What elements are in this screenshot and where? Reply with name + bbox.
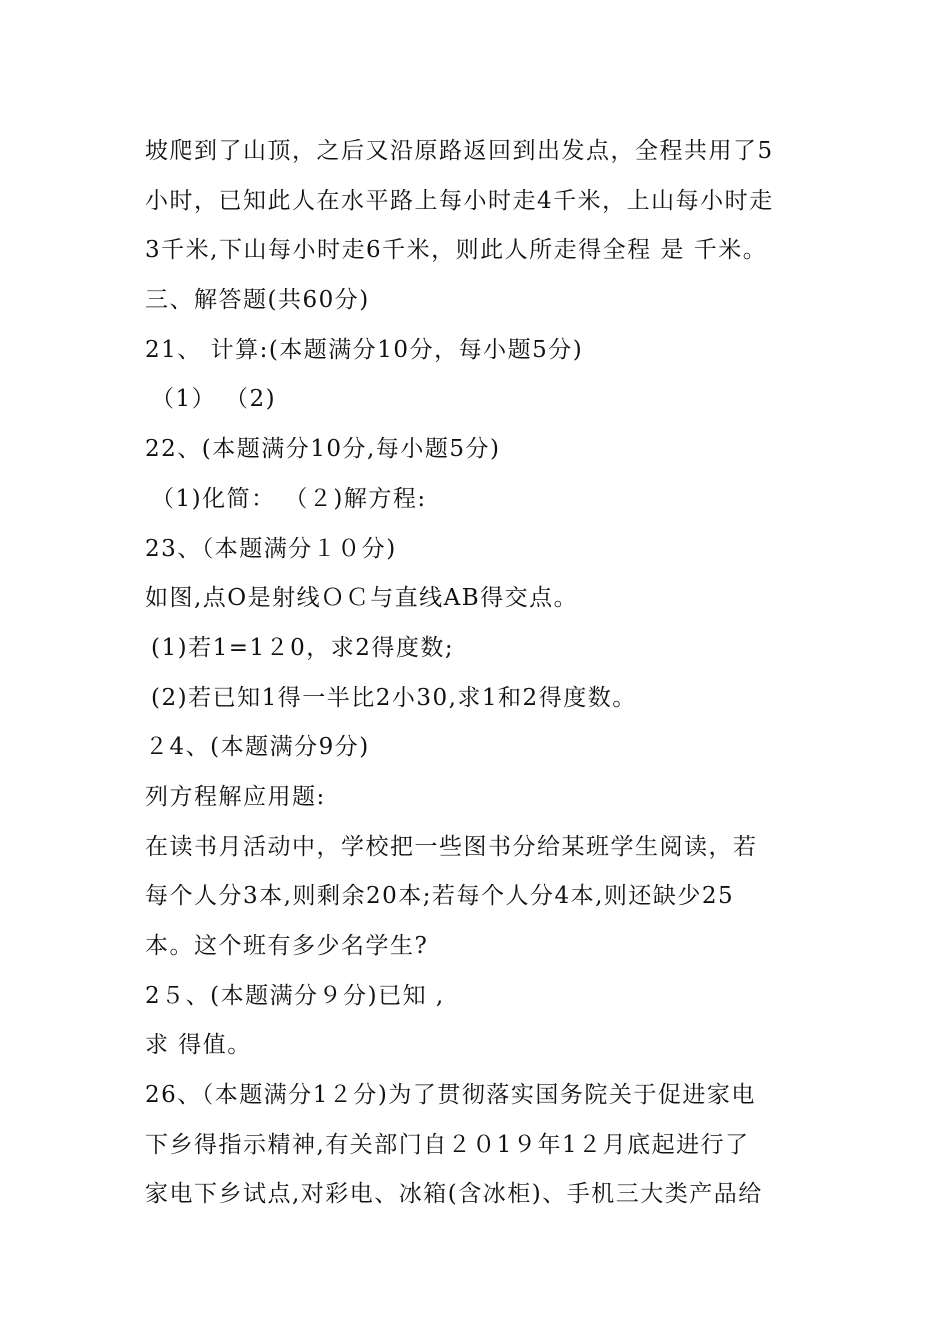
question-21-parts: （1） （2): [151, 386, 277, 413]
question-24-text-3: 本。这个班有多少名学生?: [145, 933, 429, 959]
question-26-text-1: 下乡得指示精神,有关部门自２０1９年1２月底起进行了: [145, 1131, 750, 1158]
question-26-text-2: 家电下乡试点,对彩电、冰箱(含冰柜)、手机三大类产品给: [145, 1181, 763, 1208]
question-23-part-1: (1)若1=1２0，求2得度数;: [151, 634, 455, 661]
question-21-heading: 21、 计算:(本题满分10分，每小题5分): [145, 336, 584, 363]
question-25-heading: 2５、(本题满分９分)已知 ,: [145, 982, 445, 1009]
section-heading: 三、解答题(共60分): [145, 287, 370, 314]
question-24-text-2: 每个人分3本,则剩余20本;若每个人分4本,则还缺少25: [145, 883, 735, 910]
question-24-text-1: 在读书月活动中，学校把一些图书分给某班学生阅读，若: [145, 833, 758, 860]
question-26-heading: 26、（本题满分1２分)为了贯彻落实国务院关于促进家电: [145, 1082, 756, 1109]
question-22-parts: （1)化简： （２)解方程:: [151, 485, 427, 512]
question-22-heading: 22、(本题满分10分,每小题5分): [145, 436, 501, 463]
document-body: [145, 127, 815, 1220]
text-line-3: 3千米,下山每小时走6千米，则此人所走得全程 是 千米。: [145, 237, 768, 264]
question-23-part-2: (2)若已知1得一半比2小30,求1和2得度数。: [151, 684, 637, 711]
text-line-1: 坡爬到了山顶，之后又沿原路返回到出发点，全程共用了5: [145, 138, 774, 164]
text-line-2: 小时，已知此人在水平路上每小时走4千米，上山每小时走: [145, 187, 774, 214]
question-23-heading: 23、（本题满分１０分): [145, 535, 397, 562]
question-25-text: 求 得值。: [145, 1032, 252, 1059]
question-23-text: 如图,点O是射线ＯＣ与直线AB得交点。: [145, 585, 579, 612]
question-24-heading: ２4、(本题满分9分): [145, 734, 370, 761]
question-24-instruction: 列方程解应用题:: [145, 783, 326, 810]
